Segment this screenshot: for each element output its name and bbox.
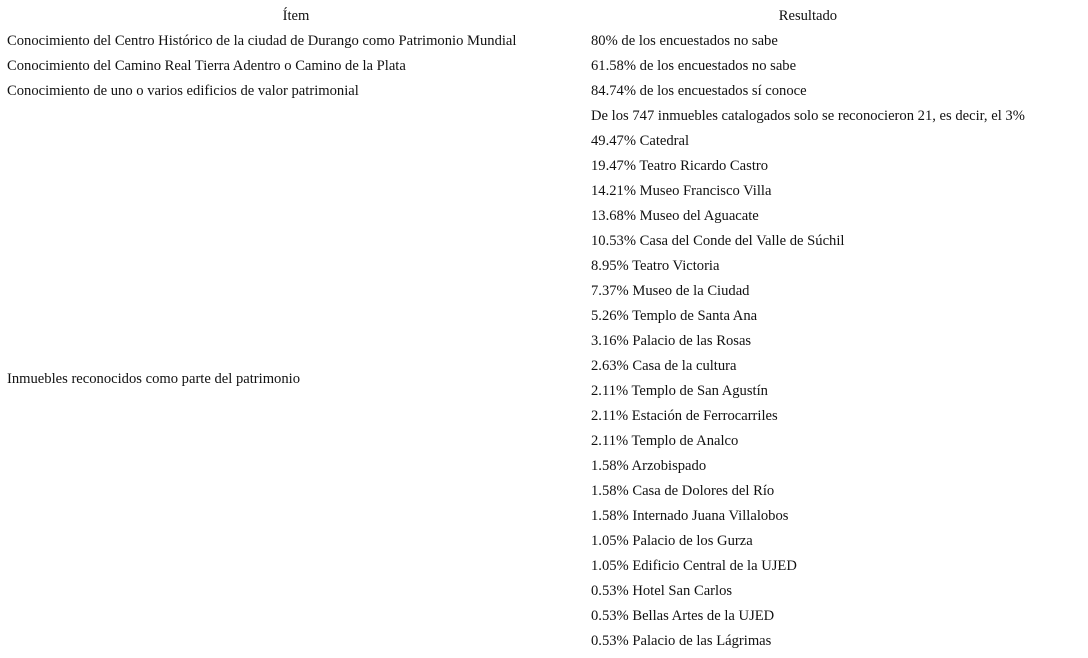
result-cell: 0.53% Palacio de las Lágrimas — [591, 633, 772, 649]
header-result: Resultado — [778, 8, 838, 24]
header-item: Ítem — [282, 8, 310, 24]
result-cell: 19.47% Teatro Ricardo Castro — [591, 158, 769, 174]
result-cell: 80% de los encuestados no sabe — [591, 33, 778, 49]
result-cell: 2.11% Estación de Ferrocarriles — [591, 408, 778, 424]
table-row — [4, 104, 1028, 129]
item-cell: Inmuebles reconocidos como parte del patrimonio — [7, 370, 301, 387]
result-cell: 0.53% Hotel San Carlos — [591, 583, 733, 599]
header-row — [4, 4, 1028, 29]
result-cell: 49.47% Catedral — [591, 133, 690, 149]
result-cell: 0.53% Bellas Artes de la UJED — [591, 608, 775, 624]
result-cell: 1.05% Palacio de los Gurza — [591, 533, 753, 549]
result-cell: 3.16% Palacio de las Rosas — [591, 333, 752, 349]
table-row — [4, 29, 1028, 54]
result-cell: 61.58% de los encuestados no sabe — [591, 58, 797, 74]
table-row — [4, 79, 1028, 104]
result-cell: 13.68% Museo del Aguacate — [591, 208, 759, 224]
item-cell: Conocimiento del Centro Histórico de la ciudad de Durango como Patrimonio Mundial — [7, 33, 517, 49]
result-cell: 1.58% Casa de Dolores del Río — [591, 483, 775, 499]
result-cell: 5.26% Templo de Santa Ana — [591, 308, 758, 324]
table-row — [4, 54, 1028, 79]
result-cell: 84.74% de los encuestados sí conoce — [591, 83, 807, 99]
result-cell: 14.21% Museo Francisco Villa — [591, 183, 772, 199]
result-cell: De los 747 inmuebles catalogados solo se reconocieron 21, es decir, el 3% — [591, 108, 1025, 124]
item-cell: Conocimiento del Camino Real Tierra Adentro o Camino de la Plata — [7, 58, 406, 74]
item-cell: Conocimiento de uno o varios edificios de valor patrimonial — [7, 83, 359, 99]
result-cell: 2.11% Templo de San Agustín — [591, 383, 768, 399]
result-cell: 1.58% Arzobispado — [591, 458, 707, 474]
result-cell: 10.53% Casa del Conde del Valle de Súchil — [591, 233, 845, 249]
result-cell: 7.37% Museo de la Ciudad — [591, 283, 750, 299]
result-cell: 1.58% Internado Juana Villalobos — [591, 508, 789, 524]
result-cell: 8.95% Teatro Victoria — [591, 258, 720, 274]
results-table — [4, 4, 1028, 654]
result-cell: 2.11% Templo de Analco — [591, 433, 739, 449]
result-cell: 2.63% Casa de la cultura — [591, 358, 737, 374]
result-cell: 1.05% Edificio Central de la UJED — [591, 558, 797, 574]
